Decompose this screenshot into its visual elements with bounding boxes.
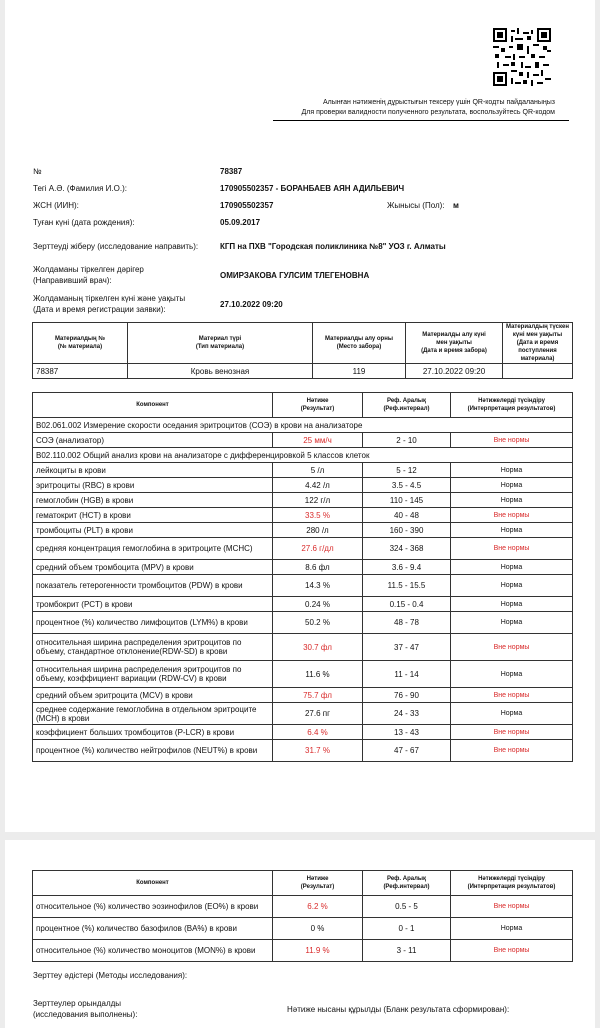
reference-range: 11 - 14	[363, 661, 451, 688]
iin-label: ЖСН (ИИН):	[33, 201, 79, 210]
result-value: 75.7 фл	[273, 688, 363, 703]
component-name: относительное (%) количество эозинофилов (EO%) в крови	[33, 896, 273, 918]
reference-range: 37 - 47	[363, 634, 451, 661]
performed-label-ru: (исследования выполнены):	[33, 1010, 138, 1019]
header-component-text: Компонент	[136, 880, 169, 886]
result-row	[33, 433, 573, 448]
regdate-label-kz: Жолдаманың тіркелген күні және уақыты	[33, 294, 186, 303]
material-header-cell	[33, 323, 128, 364]
reference-range: 2 - 10	[363, 433, 451, 448]
results-body	[33, 896, 573, 962]
results-table-continued	[32, 870, 573, 962]
name-label: Тегі А.Ә. (Фамилия И.О.):	[33, 184, 127, 193]
performed-label-kz: Зерттеулер орындалды	[33, 999, 122, 1008]
material-header-place: Материалды алу орны (Место забора)	[325, 336, 393, 350]
material-number: 78387	[33, 364, 128, 379]
result-value: 11.9 %	[273, 940, 363, 962]
interpretation: Норма	[451, 575, 573, 597]
methods-label: Зерттеу әдістері (Методы исследования):	[33, 971, 188, 980]
reference-range: 3 - 11	[363, 940, 451, 962]
result-value: 33.5 %	[273, 508, 363, 523]
doctor-label-kz: Жолдаманы тіркелген дәрігер	[33, 265, 144, 274]
component-name: среднее содержание гемоглобина в отдельном эритроците (MCH) в крови	[33, 703, 273, 725]
performed-label	[33, 998, 137, 1020]
component-name: показатель гетерогенности тромбоцитов (PDW) в крови	[33, 575, 273, 597]
interpretation: Норма	[451, 523, 573, 538]
regdate-label-ru: (Дата и время регистрации заявки):	[33, 305, 166, 314]
referral-label: Зерттеуді жіберу (исследование направить):	[33, 242, 199, 251]
material-header-cell	[406, 323, 503, 364]
result-row	[33, 634, 573, 661]
interpretation: Норма	[451, 661, 573, 688]
formed-label: Нәтиже нысаны құрылды (Бланк результата сформирован):	[287, 1005, 510, 1014]
header-ref-text: Реф. Аралық (Реф.интервал)	[383, 876, 430, 890]
header-result	[273, 393, 363, 418]
interpretation: Вне нормы	[451, 740, 573, 762]
result-value: 6.2 %	[273, 896, 363, 918]
dob-label: Туған күні (дата рождения):	[33, 218, 135, 227]
regdate-value: 27.10.2022 09:20	[220, 300, 283, 309]
report-page-2	[5, 840, 595, 1028]
interpretation: Вне нормы	[451, 433, 573, 448]
result-value: 11.6 %	[273, 661, 363, 688]
reference-range: 324 - 368	[363, 538, 451, 560]
header-interp	[451, 871, 573, 896]
component-name: средний объем тромбоцита (MPV) в крови	[33, 560, 273, 575]
component-name: процентное (%) количество базофилов (BA%) в крови	[33, 918, 273, 940]
material-header-number: Материалдың № (№ материала)	[54, 336, 106, 350]
section-row	[33, 418, 573, 433]
result-value: 27.6 пг	[273, 703, 363, 725]
reference-range: 0.5 - 5	[363, 896, 451, 918]
component-name: эритроциты (RBC) в крови	[33, 478, 273, 493]
interpretation: Норма	[451, 918, 573, 940]
result-value: 50.2 %	[273, 612, 363, 634]
doctor-label	[33, 264, 144, 286]
interpretation: Норма	[451, 478, 573, 493]
header-result-text: Нәтиже (Результат)	[300, 876, 335, 890]
component-name: относительная ширина распределения эритроцитов по объему, коэффициент вариации (RDW-CV) в крови	[33, 661, 273, 688]
material-header-type: Материал түрі (Тип материала)	[195, 336, 245, 350]
component-name: тромбокрит (PCT) в крови	[33, 597, 273, 612]
result-row	[33, 612, 573, 634]
interpretation: Норма	[451, 597, 573, 612]
reference-range: 76 - 90	[363, 688, 451, 703]
result-row	[33, 493, 573, 508]
material-received	[503, 364, 573, 379]
interpretation: Норма	[451, 612, 573, 634]
interpretation: Вне нормы	[451, 896, 573, 918]
component-name: средняя концентрация гемоглобина в эритроците (MCHC)	[33, 538, 273, 560]
interpretation: Вне нормы	[451, 634, 573, 661]
header-ref-text: Реф. Аралық (Реф.интервал)	[383, 398, 430, 412]
result-value: 8.6 фл	[273, 560, 363, 575]
result-row	[33, 597, 573, 612]
number-label: №	[33, 167, 42, 176]
reference-range: 13 - 43	[363, 725, 451, 740]
component-name: коэффициент больших тромбоцитов (P-LCR) в крови	[33, 725, 273, 740]
result-value: 31.7 %	[273, 740, 363, 762]
interpretation: Вне нормы	[451, 688, 573, 703]
material-header-received: Материалдың түскен күні мен уақыты (Дата и время поступления материала)	[506, 324, 569, 362]
material-place: 119	[313, 364, 406, 379]
result-value: 5 /л	[273, 463, 363, 478]
results-header-row	[33, 393, 573, 418]
result-value: 280 /л	[273, 523, 363, 538]
interpretation: Вне нормы	[451, 725, 573, 740]
result-row	[33, 508, 573, 523]
material-header-cell	[128, 323, 313, 364]
material-date: 27.10.2022 09:20	[406, 364, 503, 379]
interpretation: Вне нормы	[451, 508, 573, 523]
component-name: процентное (%) количество лимфоцитов (LYM%) в крови	[33, 612, 273, 634]
qr-instructions	[302, 98, 555, 118]
result-row	[33, 575, 573, 597]
component-name: относительная ширина распределения эритроцитов по объему, стандартное отклонение(RDW-SD) в крови	[33, 634, 273, 661]
material-row	[33, 364, 573, 379]
result-row	[33, 703, 573, 725]
regdate-label	[33, 293, 185, 315]
interpretation: Норма	[451, 703, 573, 725]
header-result	[273, 871, 363, 896]
interpretation: Норма	[451, 463, 573, 478]
material-header-cell	[313, 323, 406, 364]
result-value: 30.7 фл	[273, 634, 363, 661]
patient-name: 170905502357 - БОРАНБАЕВ АЯН АДИЛЬЕВИЧ	[220, 184, 405, 193]
interpretation: Вне нормы	[451, 538, 573, 560]
result-row	[33, 661, 573, 688]
interpretation: Норма	[451, 493, 573, 508]
result-value: 122 г/л	[273, 493, 363, 508]
qr-code-icon[interactable]	[493, 28, 551, 86]
reference-range: 160 - 390	[363, 523, 451, 538]
reference-range: 5 - 12	[363, 463, 451, 478]
result-value: 4.42 /л	[273, 478, 363, 493]
header-ref	[363, 871, 451, 896]
result-row	[33, 688, 573, 703]
material-table	[32, 322, 573, 379]
result-value: 25 мм/ч	[273, 433, 363, 448]
reference-range: 47 - 67	[363, 740, 451, 762]
component-name: гемоглобин (HGB) в крови	[33, 493, 273, 508]
interpretation: Вне нормы	[451, 940, 573, 962]
component-name: лейкоциты в крови	[33, 463, 273, 478]
reference-range: 3.6 - 9.4	[363, 560, 451, 575]
header-component	[33, 871, 273, 896]
result-value: 14.3 %	[273, 575, 363, 597]
header-interp	[451, 393, 573, 418]
reference-range: 3.5 - 4.5	[363, 478, 451, 493]
result-row	[33, 523, 573, 538]
result-row	[33, 560, 573, 575]
result-row	[33, 538, 573, 560]
result-row	[33, 940, 573, 962]
qr-note-kz: Алынған нәтиженің дұрыстығын тексеру үшін QR-кодты пайдаланыңыз	[322, 99, 555, 106]
qr-note-ru: Для проверки валидности полученного результата, воспользуйтесь QR-кодом	[301, 109, 555, 116]
dob-value: 05.09.2017	[220, 218, 261, 227]
results-body	[33, 418, 573, 762]
result-row	[33, 740, 573, 762]
report-page-1	[5, 0, 595, 832]
reference-range: 40 - 48	[363, 508, 451, 523]
results-table	[32, 392, 573, 762]
divider	[273, 120, 569, 121]
header-interp-text: Нәтижелерді түсіндіру (Интерпретация результатов)	[467, 876, 556, 890]
header-component-text: Компонент	[136, 402, 169, 408]
result-row	[33, 463, 573, 478]
doctor-label-ru: (Направивший врач):	[33, 276, 112, 285]
reference-range: 48 - 78	[363, 612, 451, 634]
reference-range: 110 - 145	[363, 493, 451, 508]
section-title: B02.110.002 Общий анализ крови на анализаторе с дифференцировкой 5 классов клеток	[33, 448, 573, 463]
result-value: 0.24 %	[273, 597, 363, 612]
result-row	[33, 896, 573, 918]
header-ref	[363, 393, 451, 418]
iin-value: 170905502357	[220, 201, 274, 210]
result-value: 27.6 г/дл	[273, 538, 363, 560]
reference-range: 11.5 - 15.5	[363, 575, 451, 597]
component-name: СОЭ (анализатор)	[33, 433, 273, 448]
number-value: 78387	[220, 167, 243, 176]
component-name: средний объем эритроцита (MCV) в крови	[33, 688, 273, 703]
reference-range: 0 - 1	[363, 918, 451, 940]
component-name: гематокрит (HCT) в крови	[33, 508, 273, 523]
result-row	[33, 918, 573, 940]
component-name: относительное (%) количество моноцитов (MON%) в крови	[33, 940, 273, 962]
component-name: тромбоциты (PLT) в крови	[33, 523, 273, 538]
referral-value: КГП на ПХВ "Городская поликлиника №8" УОЗ г. Алматы	[220, 242, 446, 251]
section-title: B02.061.002 Измерение скорости оседания эритроцитов (СОЭ) в крови на анализаторе	[33, 418, 573, 433]
reference-range: 24 - 33	[363, 703, 451, 725]
results-header-row	[33, 871, 573, 896]
result-row	[33, 478, 573, 493]
reference-range: 0.15 - 0.4	[363, 597, 451, 612]
material-type: Кровь венозная	[128, 364, 313, 379]
header-result-text: Нәтиже (Результат)	[300, 398, 335, 412]
sex-value: м	[453, 201, 459, 210]
result-value: 6.4 %	[273, 725, 363, 740]
header-component	[33, 393, 273, 418]
material-header-cell	[503, 323, 573, 364]
doctor-value: ОМИРЗАКОВА ГУЛСИМ ТЛЕГЕНОВНА	[220, 271, 370, 280]
component-name: процентное (%) количество нейтрофилов (NEUT%) в крови	[33, 740, 273, 762]
material-header-row	[33, 323, 573, 364]
material-header-date: Материалды алу күні мен уақыты (Дата и время забора)	[421, 332, 487, 354]
header-interp-text: Нәтижелерді түсіндіру (Интерпретация результатов)	[467, 398, 556, 412]
result-value: 0 %	[273, 918, 363, 940]
sex-label: Жынысы (Пол):	[387, 201, 445, 210]
section-row	[33, 448, 573, 463]
result-row	[33, 725, 573, 740]
interpretation: Норма	[451, 560, 573, 575]
